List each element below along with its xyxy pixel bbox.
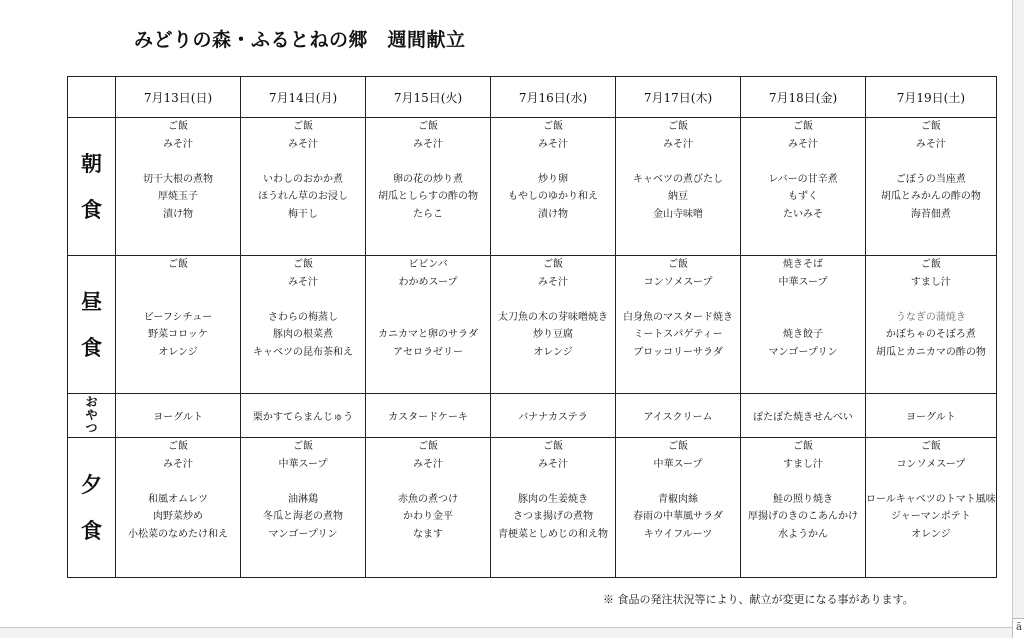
menu-item: ご飯: [293, 441, 313, 452]
menu-item: [616, 153, 740, 171]
meal-label-char: つ: [85, 421, 98, 435]
menu-item: さわらの梅蒸し: [268, 311, 338, 323]
menu-item: [116, 274, 240, 292]
menu-item: ご飯: [168, 121, 188, 132]
menu-item: みそ汁: [163, 458, 193, 470]
menu-item: ご飯: [668, 259, 688, 270]
menu-item: なます: [413, 528, 443, 540]
day-header: 7月19日(土): [866, 77, 997, 118]
menu-item: ご飯: [920, 121, 941, 132]
menu-item: 豚肉の根菜煮: [273, 329, 333, 340]
menu-cell: [616, 256, 741, 394]
menu-item: ご飯: [668, 441, 688, 452]
menu-item: ビーフシチュー: [143, 311, 213, 323]
menu-item: 野菜コロッケ: [148, 329, 208, 340]
menu-item: キャベツの煮びたし: [633, 173, 723, 185]
snack-cell: アイスクリーム: [616, 394, 741, 438]
menu-item: うなぎの蒲焼き: [895, 311, 966, 323]
header-row: [68, 77, 997, 118]
snack-row: [68, 394, 997, 438]
menu-item: ご飯: [793, 121, 813, 132]
menu-item: キャベツの昆布茶和え: [253, 346, 353, 358]
menu-item: ご飯: [168, 259, 188, 270]
menu-cell: [866, 118, 997, 256]
snack-cell: ヨーグルト: [116, 394, 241, 438]
menu-item: 納豆: [668, 191, 688, 202]
menu-item: マンゴープリン: [768, 346, 838, 358]
menu-item: 青椒肉絲: [658, 493, 698, 505]
day-header: 7月18日(金): [741, 77, 866, 118]
menu-item: みそ汁: [663, 138, 693, 150]
menu-item: 胡瓜としらすの酢の物: [378, 191, 478, 202]
day-header: 7月17日(木): [616, 77, 741, 118]
menu-item: ロールキャベツのトマト風味: [866, 493, 996, 505]
menu-item: 油淋鶏: [288, 493, 318, 505]
window-right-edge: [1012, 0, 1024, 637]
menu-cell: [241, 438, 366, 578]
menu-item: コンソメスープ: [896, 458, 966, 470]
menu-item: [241, 291, 365, 309]
menu-item: 厚揚げのきのこあんかけ: [748, 511, 858, 522]
menu-item: ミートスパゲティー: [633, 329, 723, 340]
menu-item: マンゴープリン: [268, 528, 338, 540]
menu-item: [866, 473, 996, 491]
menu-item: オレンジ: [158, 346, 198, 358]
menu-item: ご飯: [293, 121, 313, 132]
day-header: 7月16日(水): [491, 77, 616, 118]
menu-item: ご飯: [418, 121, 438, 132]
menu-item: ごぼうの当座煮: [895, 173, 966, 185]
snack-label: [68, 394, 116, 438]
menu-item: みそ汁: [288, 276, 318, 288]
menu-item: みそ汁: [163, 138, 193, 150]
menu-item: 水ようかん: [778, 528, 828, 540]
lunch-label: [68, 256, 116, 394]
menu-item: 春雨の中華風サラダ: [633, 511, 723, 522]
dinner-row: [68, 438, 997, 578]
menu-item: [616, 291, 740, 309]
menu-item: ご飯: [920, 259, 941, 270]
breakfast-label: [68, 118, 116, 256]
menu-cell: [866, 438, 997, 578]
menu-item: さつま揚げの煮物: [513, 511, 593, 522]
menu-cell: [241, 118, 366, 256]
menu-item: 鮭の照り焼き: [773, 493, 833, 505]
menu-item: 中華スープ: [653, 458, 703, 470]
menu-item: 小松菜のなめたけ和え: [128, 528, 228, 540]
menu-item: すまし汁: [910, 276, 951, 288]
menu-item: みそ汁: [538, 276, 568, 288]
menu-item: かわり金平: [403, 511, 453, 522]
menu-item: 白身魚のマスタード焼き: [623, 311, 733, 323]
meal-label-char: 夕: [81, 471, 102, 497]
snack-cell: 栗かすてらまんじゅう: [241, 394, 366, 438]
menu-item: [491, 153, 615, 171]
weekly-menu-table: [67, 76, 997, 578]
menu-item: [866, 291, 996, 309]
day-header: 7月15日(火): [366, 77, 491, 118]
window-bottom-edge: [0, 627, 1012, 638]
menu-item: [116, 153, 240, 171]
menu-item: 胡瓜とみかんの酢の物: [880, 191, 981, 202]
breakfast-row: [68, 118, 997, 256]
menu-item: [116, 291, 240, 309]
menu-cell: [366, 118, 491, 256]
meal-label-char: 食: [81, 517, 102, 543]
menu-item: ご飯: [543, 441, 563, 452]
menu-item: キウイフルーツ: [643, 528, 713, 540]
menu-cell: [116, 256, 241, 394]
menu-item: 中華スープ: [278, 458, 328, 470]
menu-item: 卵の花の炒り煮: [393, 173, 463, 185]
snack-cell: カスタードケーキ: [366, 394, 491, 438]
menu-item: [116, 473, 240, 491]
menu-item: ご飯: [543, 259, 563, 270]
menu-cell: [491, 256, 616, 394]
menu-item: 肉野菜炒め: [153, 511, 203, 522]
menu-item: ご飯: [793, 441, 813, 452]
menu-item: アセロラゼリー: [393, 346, 463, 358]
menu-item: [741, 309, 865, 327]
menu-item: 炒り卵: [538, 173, 568, 185]
menu-item: [366, 153, 490, 171]
snack-cell: ヨーグルト: [866, 394, 997, 438]
menu-item: [366, 473, 490, 491]
meal-label-char: 昼: [81, 288, 102, 314]
menu-item: レバーの甘辛煮: [768, 173, 838, 185]
menu-cell: [116, 438, 241, 578]
dinner-label: [68, 438, 116, 578]
menu-item: ほうれん草のお浸し: [258, 191, 348, 202]
menu-item: 焼き餃子: [783, 329, 823, 340]
menu-item: みそ汁: [413, 458, 443, 470]
menu-cell: [741, 256, 866, 394]
menu-item: 海苔佃煮: [910, 208, 951, 220]
corner-tab[interactable]: ã: [1012, 618, 1024, 638]
menu-item: みそ汁: [538, 458, 568, 470]
snack-cell: バナナカステラ: [491, 394, 616, 438]
menu-item: みそ汁: [413, 138, 443, 150]
menu-item: 焼きそば: [783, 259, 823, 270]
menu-item: ご飯: [668, 121, 688, 132]
menu-item: [491, 473, 615, 491]
menu-item: すまし汁: [783, 458, 823, 470]
menu-item: 冬瓜と海老の煮物: [263, 511, 343, 522]
meal-label-char: お: [85, 395, 98, 409]
menu-item: もやしのゆかり和え: [508, 191, 598, 202]
menu-item: 豚肉の生姜焼き: [518, 493, 588, 505]
menu-item: [491, 291, 615, 309]
menu-item: コンソメスープ: [643, 276, 713, 288]
menu-item: 炒り豆腐: [533, 329, 573, 340]
menu-cell: [741, 118, 866, 256]
menu-item: [741, 291, 865, 309]
menu-item: 青梗菜としめじの和え物: [498, 528, 608, 540]
menu-item: みそ汁: [788, 138, 818, 150]
menu-cell: [366, 438, 491, 578]
menu-cell: [491, 118, 616, 256]
menu-item: [741, 473, 865, 491]
menu-cell: [116, 118, 241, 256]
day-header: 7月14日(月): [241, 77, 366, 118]
menu-item: カニカマと卵のサラダ: [378, 329, 478, 340]
menu-cell: [616, 438, 741, 578]
menu-item: 切干大根の煮物: [143, 173, 213, 185]
menu-item: 胡瓜とカニカマの酢の物: [875, 346, 986, 358]
menu-item: 漬け物: [163, 208, 193, 220]
menu-item: [616, 473, 740, 491]
menu-item: [366, 309, 490, 327]
menu-cell: [866, 256, 997, 394]
menu-item: ご飯: [168, 441, 188, 452]
menu-item: たいみそ: [783, 208, 823, 220]
lunch-row: [68, 256, 997, 394]
menu-item: みそ汁: [288, 138, 318, 150]
menu-item: みそ汁: [915, 138, 946, 150]
menu-item: [241, 473, 365, 491]
menu-item: 梅干し: [288, 208, 318, 220]
menu-item: ご飯: [418, 441, 438, 452]
menu-item: わかめスープ: [398, 276, 458, 288]
meal-label-char: や: [85, 408, 98, 422]
menu-item: かぼちゃのそぼろ煮: [885, 329, 976, 340]
menu-item: 漬け物: [538, 208, 568, 220]
menu-item: 和風オムレツ: [148, 493, 208, 505]
page-title: みどりの森・ふるとねの郷 週間献立: [134, 29, 466, 51]
menu-item: オレンジ: [911, 528, 951, 540]
menu-item: たらこ: [413, 208, 443, 220]
day-header: 7月13日(日): [116, 77, 241, 118]
menu-item: 赤魚の煮つけ: [398, 493, 458, 505]
menu-cell: [366, 256, 491, 394]
menu-cell: [616, 118, 741, 256]
menu-cell: [241, 256, 366, 394]
footnote: ※ 食品の発注状況等により、献立が変更になる事があります。: [603, 593, 914, 606]
menu-cell: [491, 438, 616, 578]
menu-item: いわしのおかか煮: [263, 173, 343, 185]
menu-item: ご飯: [543, 121, 563, 132]
menu-item: もずく: [788, 191, 818, 202]
menu-item: [866, 153, 996, 171]
meal-label-char: 食: [81, 334, 102, 360]
menu-item: [366, 291, 490, 309]
menu-item: ブロッコリーサラダ: [633, 346, 723, 358]
menu-item: 中華スープ: [778, 276, 828, 288]
menu-item: ビビンバ: [408, 259, 448, 270]
snack-cell: ぽたぽた焼きせんべい: [741, 394, 866, 438]
menu-item: [241, 153, 365, 171]
menu-item: オレンジ: [533, 346, 573, 358]
menu-item: みそ汁: [538, 138, 568, 150]
meal-label-char: 食: [81, 196, 102, 222]
corner-cell: [68, 77, 116, 118]
menu-cell: [741, 438, 866, 578]
menu-item: 金山寺味噌: [653, 208, 703, 220]
menu-item: ジャーマンポテト: [891, 511, 971, 522]
menu-item: [741, 153, 865, 171]
menu-item: ご飯: [293, 259, 313, 270]
menu-item: 厚焼玉子: [158, 191, 198, 202]
menu-item: ご飯: [920, 441, 941, 452]
meal-label-char: 朝: [81, 150, 102, 176]
menu-item: 太刀魚の木の芽味噌焼き: [498, 311, 608, 323]
